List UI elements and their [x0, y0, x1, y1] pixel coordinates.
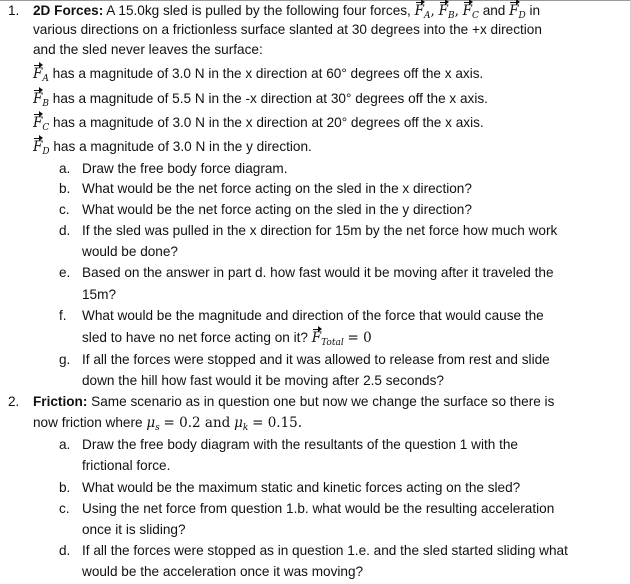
q1-part-a-text: Draw the free body force diagram. — [82, 161, 288, 176]
q1-part-g-letter: g. — [59, 352, 71, 367]
mu-s-symbol: $\mu_s$ — [146, 415, 160, 433]
q1-part-f-letter: f. — [59, 308, 67, 323]
force-c-symbol: $F_C$ — [33, 115, 50, 133]
force-c-text: has a magnitude of 3.0 N in the x direction at 20° degrees off the x axis. — [53, 115, 484, 130]
force-a-symbol: $F_A$ — [33, 66, 49, 84]
q1-number: 1. — [8, 3, 20, 18]
force-b-symbol: $F_B$ — [33, 91, 49, 109]
mu-k-symbol: $\mu_k$ — [234, 415, 249, 433]
q1-part-b-text: What would be the net force acting on the sled in the x direction? — [82, 181, 472, 196]
q2-part-a-letter: a. — [59, 437, 71, 452]
q1-part-c-text: What would be the net force acting on the sled in the y direction? — [82, 202, 472, 217]
q1-part-e-letter: e. — [59, 265, 71, 280]
force-d-text: has a magnitude of 3.0 N in the y direction. — [53, 139, 312, 154]
q1-part-g-text-1: If all the forces were stopped and it was allowed to release from rest and slide — [82, 352, 550, 367]
q2-intro-text: Same scenario as in question one but now we change the surface so there is — [91, 394, 555, 409]
f-total-eq: = 0 — [347, 330, 372, 346]
symbol-fa: $F_A$ — [414, 3, 431, 21]
symbol-fb: $F_B$ — [438, 3, 455, 21]
force-b-text: has a magnitude of 5.5 N in the -x direction at 30° degrees off the x axis. — [52, 91, 488, 106]
q2-part-d-text-1: If all the forces were stopped as in question 1.e. and the sled started sliding what — [82, 543, 568, 558]
q2-part-b-letter: b. — [59, 480, 71, 495]
q2-part-b-text: What would be the maximum static and kinetic forces acting on the sled? — [82, 480, 521, 495]
q1-part-f-text-2: sled to have no net force acting on it? — [82, 330, 308, 345]
q2-part-c-text-1: Using the net force from question 1.b. what would be the resulting acceleration — [82, 501, 555, 516]
f-total-symbol: $F_{Total}$ — [311, 330, 344, 348]
mu-k-eq: = 0.15. — [252, 415, 303, 431]
q1-part-g-text-2: down the hill how fast would it be moving after 2.5 seconds? — [82, 373, 444, 388]
q1-and: and — [482, 3, 506, 18]
q2-part-a-text-1: Draw the free body diagram with the resultants of the question 1 with the — [82, 437, 518, 452]
q1-part-e-text-1: Based on the answer in part d. how fast would it be moving after it traveled the — [82, 265, 554, 280]
q1-part-a-letter: a. — [59, 161, 71, 176]
q1-part-e-text-2: 15m? — [82, 287, 117, 302]
symbol-fc: $F_C$ — [462, 3, 479, 21]
force-d-symbol: $F_D$ — [33, 139, 50, 157]
q2-part-d-text-2: would be the acceleration once it was moving? — [82, 564, 364, 579]
q1-part-d-text-2: would be done? — [82, 244, 178, 259]
symbol-fd: $F_D$ — [509, 3, 526, 21]
force-a-text: has a magnitude of 3.0 N in the x direction at 60° degrees off the x axis. — [52, 66, 484, 81]
q2-title: Friction: — [33, 394, 88, 409]
q1-in: in — [529, 3, 541, 18]
q1-part-d-letter: d. — [59, 223, 71, 238]
q1-intro-text: A 15.0kg sled is pulled by the following four forces, — [106, 3, 411, 18]
q2-number: 2. — [8, 394, 20, 409]
q2-part-d-letter: d. — [59, 543, 71, 558]
q2-part-c-text-2: once it is sliding? — [82, 522, 186, 537]
q2-part-a-text-2: frictional force. — [82, 458, 171, 473]
q1-part-d-text-1: If the sled was pulled in the x direction for 15m by the net force how much work — [82, 223, 558, 238]
q1-part-c-letter: c. — [59, 202, 70, 217]
q1-part-b-letter: b. — [59, 181, 71, 196]
q1-title: 2D Forces: — [33, 3, 104, 18]
q1-part-f-text-1: What would be the magnitude and direction of the force that would cause the — [82, 308, 544, 323]
mu-s-eq: = 0.2 and — [163, 415, 231, 431]
q2-intro-pre: now friction where — [33, 415, 143, 430]
q2-part-c-letter: c. — [59, 501, 70, 516]
